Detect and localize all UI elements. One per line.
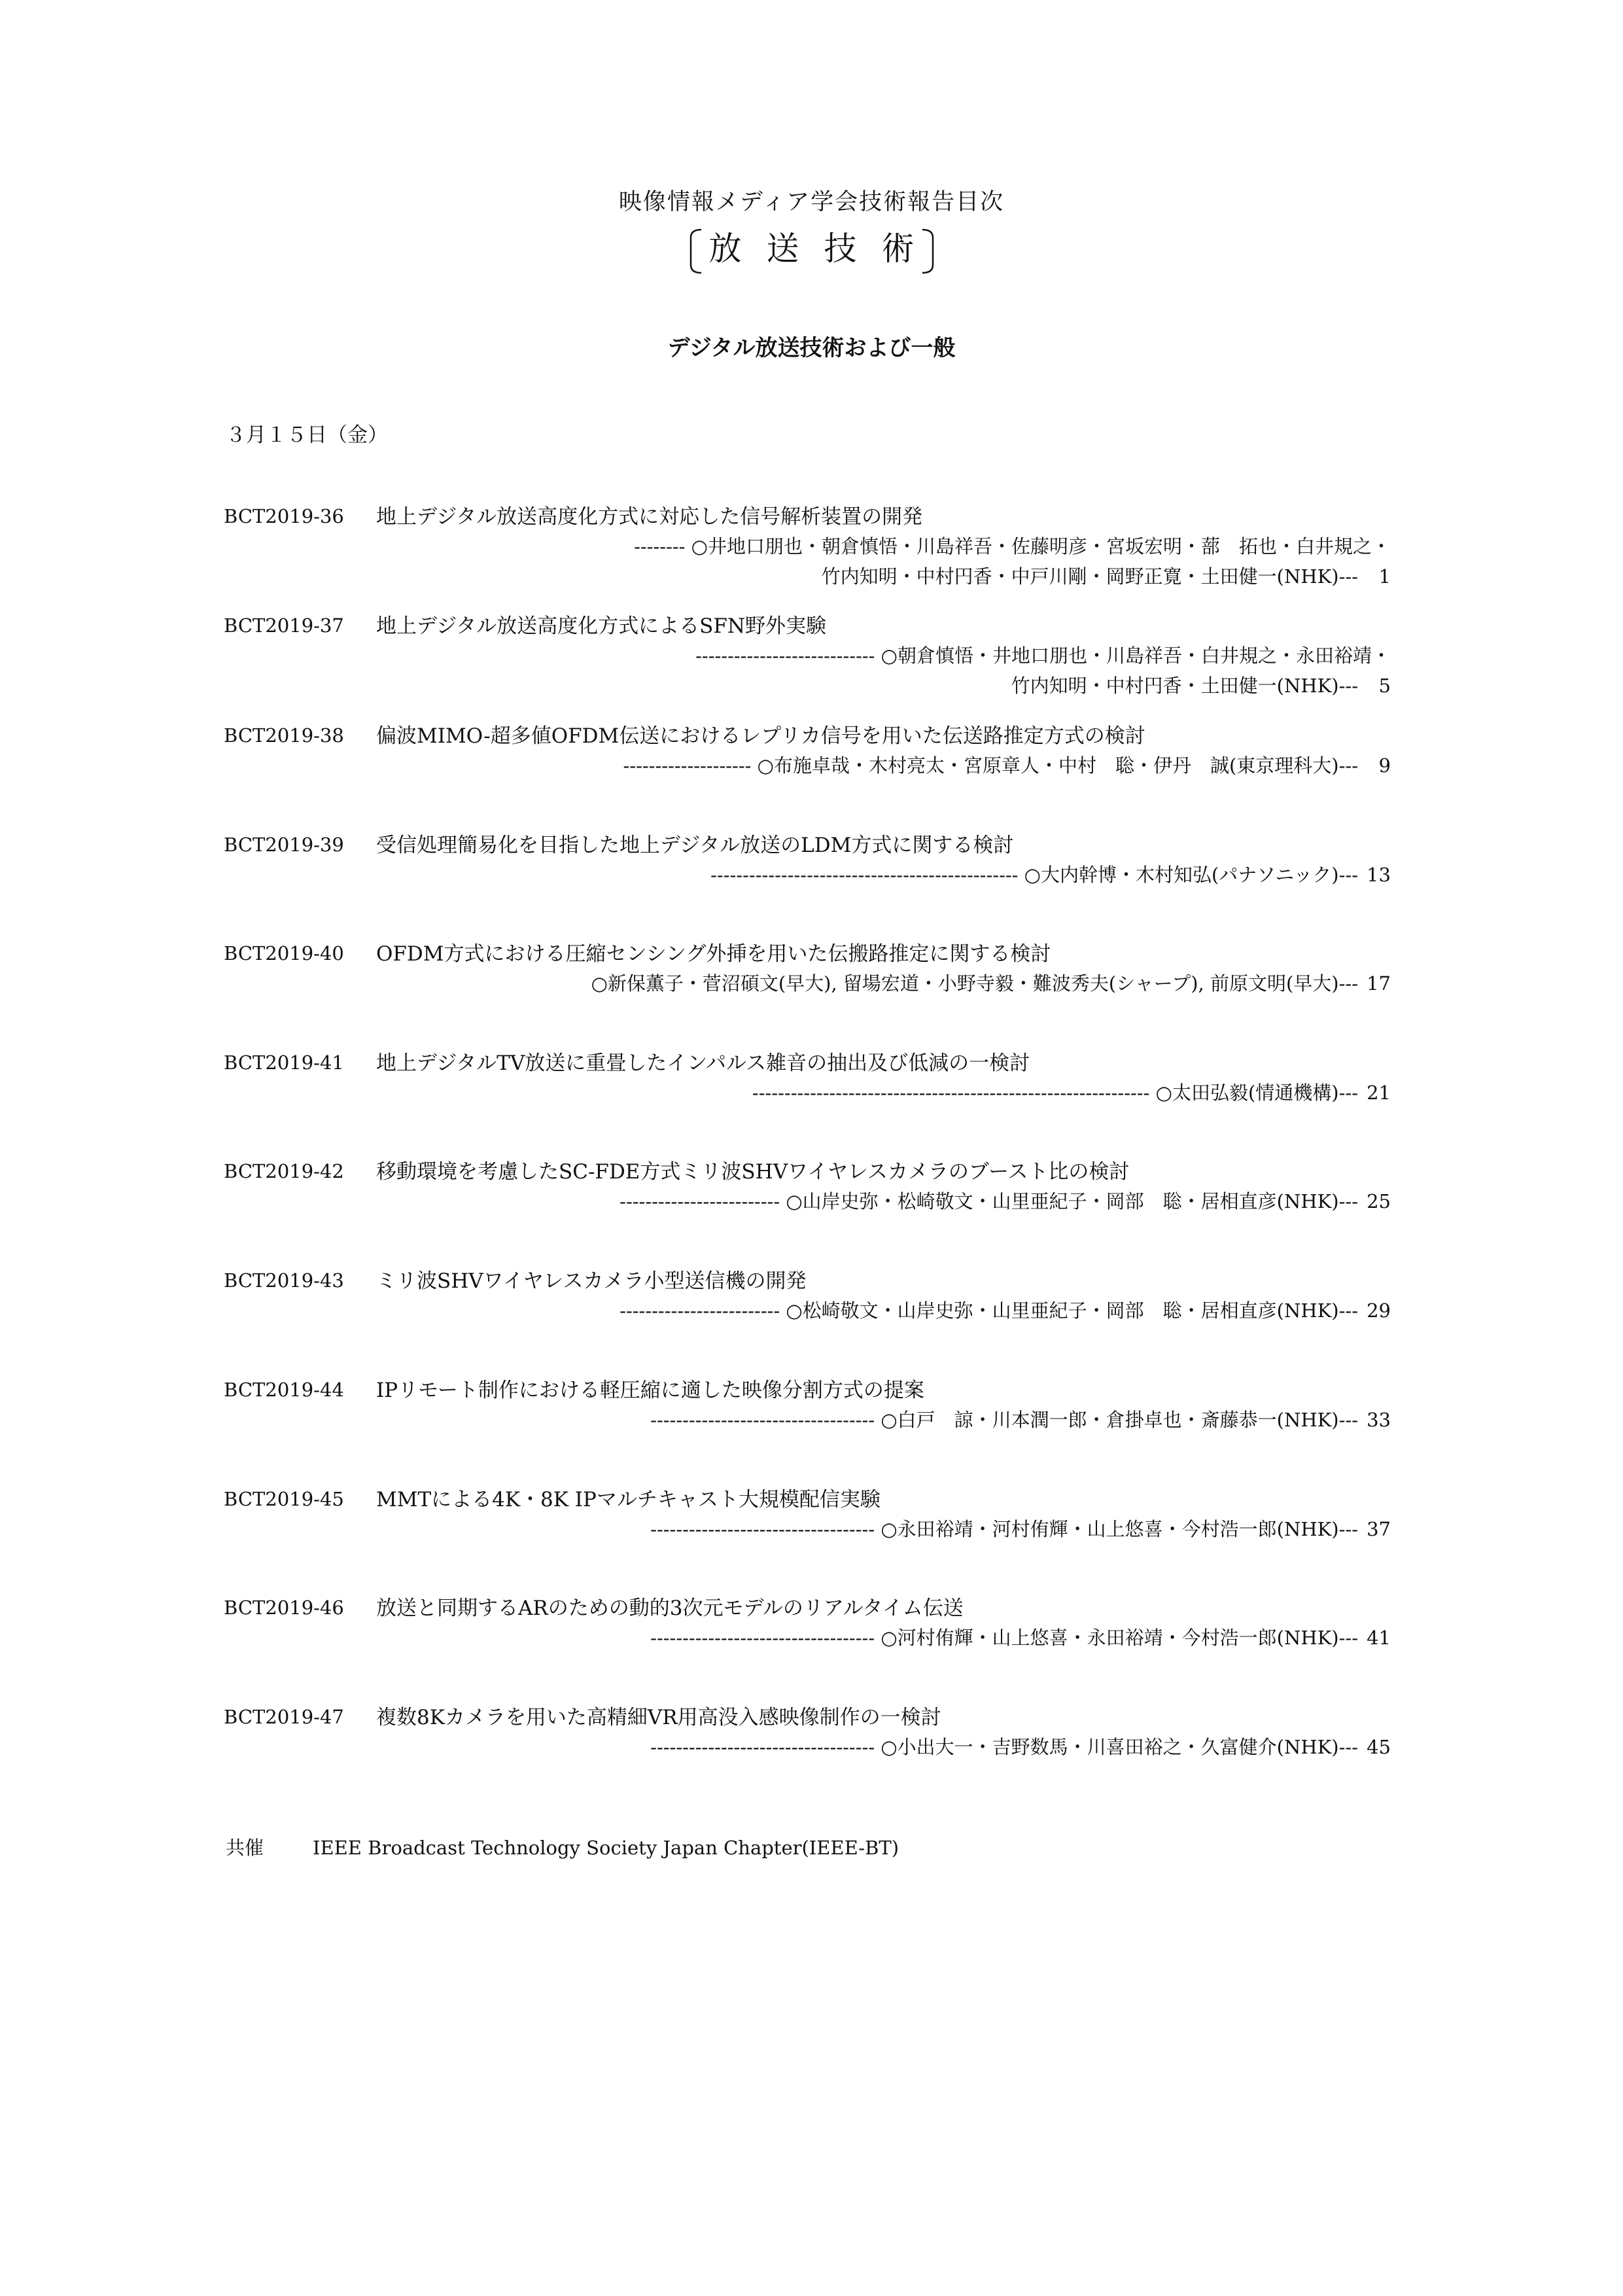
report-title: 放送技術 [708,230,939,268]
entry-authors-continued: 竹内知明・中村円香・中戸川剛・岡野正寛・土田健一(NHK)--- 1 [821,565,1391,588]
entry-authors: ○新保薫子・菅沼碩文(早大), 留場宏道・小野寺毅・難波秀夫(シャープ), 前原文明(早大)--- 17 [591,972,1391,995]
entry-title[interactable]: ミリ波SHVワイヤレスカメラ小型送信機の開発 [376,1269,807,1293]
entry-authors: -------------------------------------------------------------- ○太田弘毅(情通機構)--- 21 [752,1082,1391,1104]
entry-title[interactable]: 地上デジタル放送高度化方式に対応した信号解析装置の開発 [376,505,923,529]
cosponsor-label: 共催 [226,1837,264,1859]
section-title: デジタル放送技術および一般 [667,335,956,361]
entry-id: BCT2019-39 [224,834,344,856]
entry-id: BCT2019-44 [224,1379,344,1401]
session-date: ３月１５日（金） [226,423,388,447]
entry-authors: ------------------------- ○山岸史弥・松崎敬文・山里亜紀子・岡部 聡・居相直彦(NHK)--- 25 [620,1190,1391,1212]
entry-title[interactable]: 複数8Kカメラを用いた高精細VR用高没入感映像制作の一検討 [376,1706,941,1729]
entry-id: BCT2019-38 [224,724,344,747]
entry-page: 33 [1367,1409,1391,1431]
entry-page: 37 [1367,1518,1391,1540]
entry-authors: ----------------------------------- ○河村侑輝・山上悠喜・永田裕靖・今村浩一郎(NHK)--- 41 [650,1627,1391,1649]
entry-title[interactable]: OFDM方式における圧縮センシング外挿を用いた伝搬路推定に関する検討 [376,942,1051,966]
entry-authors: -------------------- ○布施卓哉・木村亮太・宮原章人・中村 聡・伊丹 誠(東京理科大)--- 9 [623,754,1391,777]
entry-title[interactable]: 移動環境を考慮したSC-FDE方式ミリ波SHVワイヤレスカメラのブースト比の検討 [376,1160,1130,1184]
cosponsor-value: IEEE Broadcast Technology Society Japan Chapter(IEEE-BT) [313,1837,899,1859]
entry-title[interactable]: 偏波MIMO-超多値OFDM伝送におけるレプリカ信号を用いた伝送路推定方式の検討 [376,724,1145,748]
entry-title[interactable]: IPリモート制作における軽圧縮に適した映像分割方式の提案 [376,1379,924,1402]
entry-authors: ------------------------------------------------ ○大内幹博・木村知弘(パナソニック)--- 13 [710,864,1391,886]
entry-authors-continued: 竹内知明・中村円香・土田健一(NHK)--- 5 [1011,675,1391,697]
entry-authors: ----------------------------------- ○永田裕靖・河村侑輝・山上悠喜・今村浩一郎(NHK)--- 37 [650,1518,1391,1540]
entry-authors: ---------------------------- ○朝倉慎悟・井地口朋也・川島祥吾・白井規之・永田裕靖・ [695,645,1391,667]
entry-page: 17 [1367,972,1391,995]
entry-page: 21 [1367,1082,1391,1104]
entry-title[interactable]: 放送と同期するARのための動的3次元モデルのリアルタイム伝送 [376,1597,964,1620]
entry-page: 25 [1367,1190,1391,1212]
entry-page: 1 [1378,565,1391,588]
entry-id: BCT2019-40 [224,942,344,964]
entry-id: BCT2019-41 [224,1051,344,1074]
entry-id: BCT2019-42 [224,1160,344,1182]
entry-page: 29 [1367,1299,1391,1322]
entry-authors: -------- ○井地口朋也・朝倉慎悟・川島祥吾・佐藤明彦・宮坂宏明・蔀 拓也・白井規之・ [634,535,1391,557]
entry-page: 9 [1378,754,1391,777]
entry-page: 5 [1378,675,1391,697]
entry-id: BCT2019-37 [224,614,344,637]
entry-page: 41 [1367,1627,1391,1649]
entry-page: 45 [1367,1736,1391,1758]
entry-id: BCT2019-46 [224,1597,344,1619]
entry-page: 13 [1367,864,1391,886]
entry-title[interactable]: 地上デジタルTV放送に重畳したインパルス雑音の抽出及び低減の一検討 [376,1051,1030,1075]
entry-id: BCT2019-36 [224,505,344,527]
entry-id: BCT2019-45 [224,1488,344,1510]
report-subtitle: 映像情報メディア学会技術報告目次 [618,189,1005,215]
entry-authors: ------------------------- ○松崎敬文・山岸史弥・山里亜紀子・岡部 聡・居相直彦(NHK)--- 29 [620,1299,1391,1322]
entry-title[interactable]: 地上デジタル放送高度化方式によるSFN野外実験 [376,614,827,638]
entry-title[interactable]: 受信処理簡易化を目指した地上デジタル放送のLDM方式に関する検討 [376,834,1014,857]
entry-id: BCT2019-47 [224,1706,344,1728]
entry-authors: ----------------------------------- ○白戸 諒・川本潤一郎・倉掛卓也・斎藤恭一(NHK)--- 33 [650,1409,1391,1431]
entry-title[interactable]: MMTによる4K・8K IPマルチキャスト大規模配信実験 [376,1488,881,1511]
cosponsor [226,1839,899,1858]
entry-authors: ----------------------------------- ○小出大一・吉野数馬・川喜田裕之・久富健介(NHK)--- 45 [650,1736,1391,1758]
entry-id: BCT2019-43 [224,1269,344,1292]
